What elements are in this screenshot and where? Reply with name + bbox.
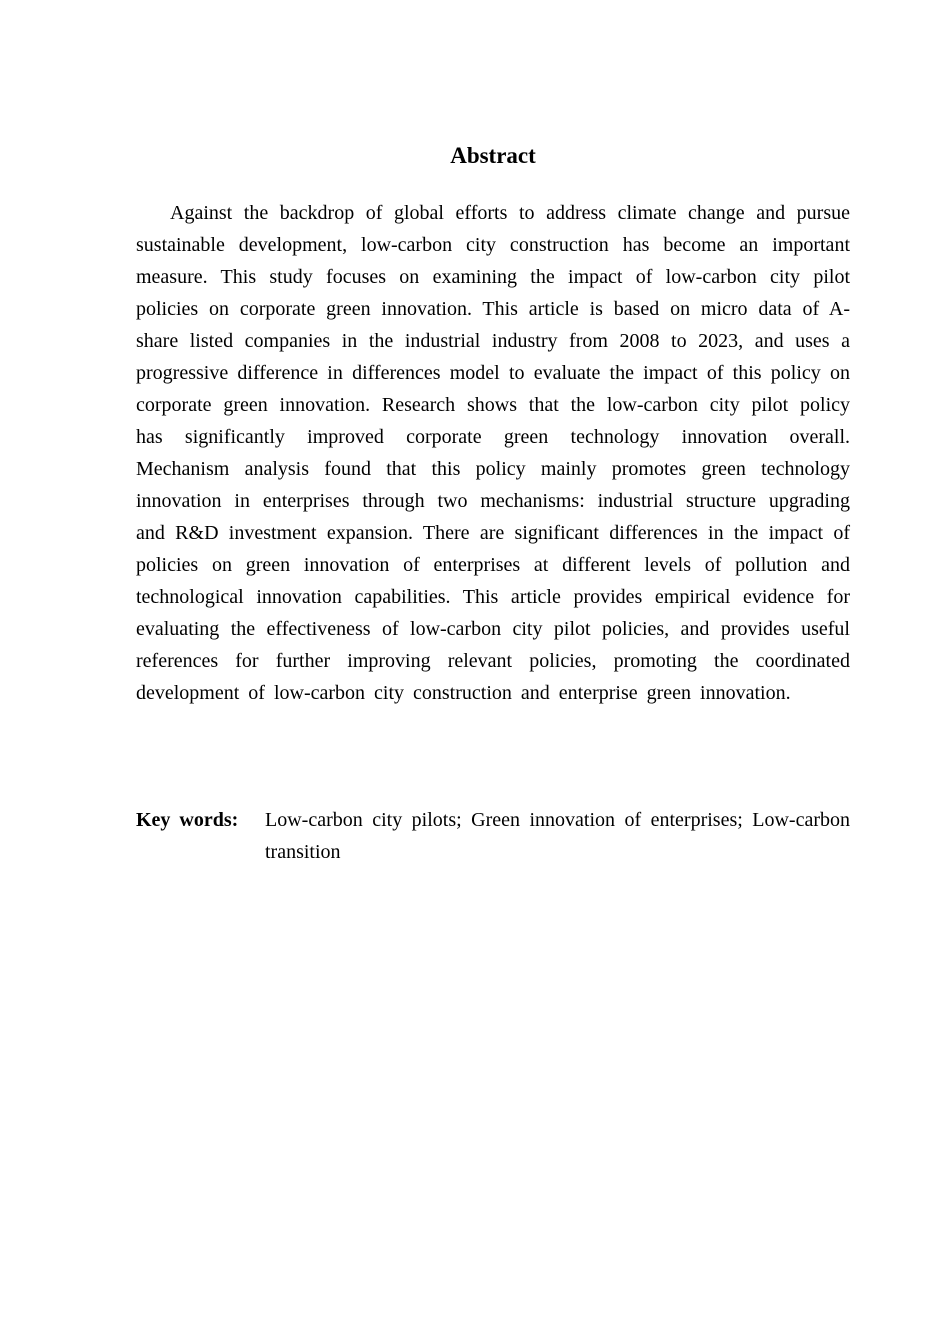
abstract-body: Against the backdrop of global efforts to address climate change and pursue sustainable development, low-carbon city construction has become an important measure. This study focuses on examining the impact of low-carbon city pilot policies on corporate green innovation. This article is based on micro data of A-share listed companies in the industrial industry from 2008 to 2023, and uses a progressive difference in differences model to evaluate the impact of this policy on corporate green innovation. Research shows that the low-carbon city pilot policy has significantly improved corporate green technology innovation overall. Mechanism analysis found that this policy mainly promotes green technology innovation in enterprises through two mechanisms: industrial structure upgrading and R&D investment expansion. There are significant differences in the impact of policies on green innovation of enterprises at different levels of pollution and technological innovation capabilities. This article provides empirical evidence for evaluating the effectiveness of low-carbon city pilot policies, and provides useful references for further improving relevant policies, promoting the coordinated development of low-carbon city construction and enterprise green innovation. [136, 202, 850, 704]
keywords-section [136, 804, 850, 868]
keywords-label: Key words: [136, 809, 239, 831]
keywords-text: Low-carbon city pilots; Green innovation of enterprises; Low-carbon transition [265, 809, 850, 863]
abstract-title: Abstract [450, 143, 536, 168]
